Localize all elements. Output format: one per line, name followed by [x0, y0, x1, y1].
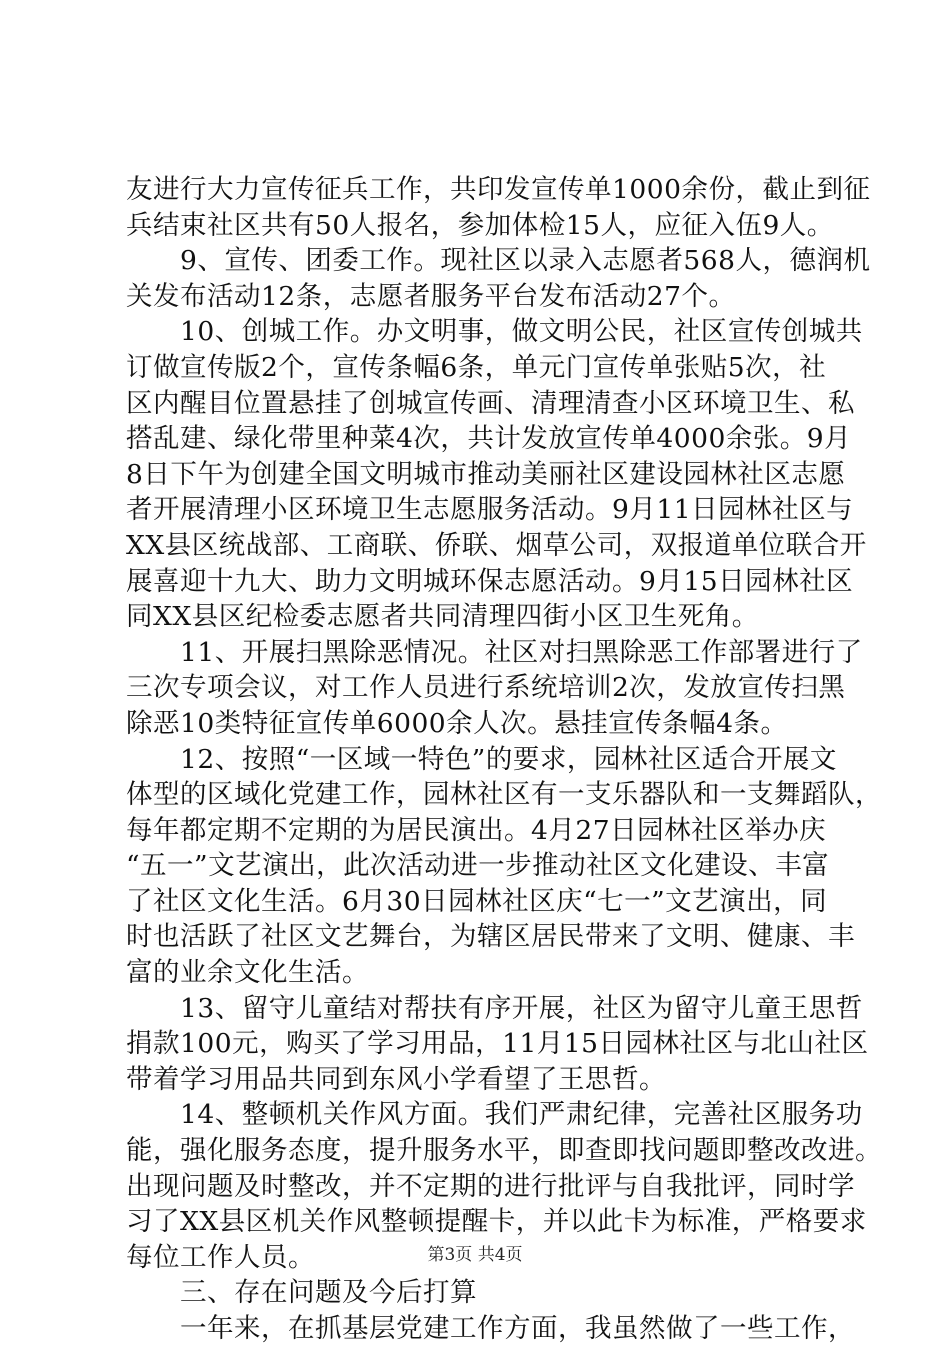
- text-line: 每位工作人员。: [126, 1241, 315, 1273]
- text-line: 者开展清理小区环境卫生志愿服务活动。9月11日园林社区与: [126, 494, 854, 526]
- text-line: 了社区文化生活。6月30日园林社区庆“七一”文艺演出，同: [126, 885, 828, 917]
- text-line: 能，强化服务态度，提升服务水平，即查即找问题即整改改进。: [126, 1135, 882, 1167]
- text-line: 习了XX县区机关作风整顿提醒卡，并以此卡为标准，严格要求: [126, 1206, 867, 1238]
- text-line: 11、开展扫黑除恶情况。社区对扫黑除恶工作部署进行了: [180, 636, 863, 668]
- text-line: 展喜迎十九大、助力文明城环保志愿活动。9月15日园林社区: [126, 565, 854, 597]
- text-line: 友进行大力宣传征兵工作，共印发宣传单1000余份，截止到征: [126, 174, 871, 205]
- text-line: 除恶10类特征宣传单6000余人次。悬挂宣传条幅4条。: [126, 707, 788, 739]
- text-line: 三、存在问题及今后打算: [180, 1277, 477, 1309]
- text-line: 10、创城工作。办文明事，做文明公民，社区宣传创城共: [180, 316, 863, 348]
- text-line: 关发布活动12条，志愿者服务平台发布活动27个。: [126, 280, 736, 312]
- text-line: 体型的区域化党建工作，园林社区有一支乐器队和一支舞蹈队，: [126, 779, 882, 811]
- text-line: 带着学习用品共同到东风小学看望了王思哲。: [126, 1063, 666, 1095]
- text-line: 兵结束社区共有50人报名，参加体检15人，应征入伍9人。: [126, 209, 834, 241]
- text-line: 出现问题及时整改，并不定期的进行批评与自我批评，同时学: [126, 1170, 855, 1202]
- text-line: 富的业余文化生活。: [126, 957, 369, 989]
- text-line: “五一”文艺演出，此次活动进一步推动社区文化建设、丰富: [126, 850, 830, 882]
- text-line: 三次专项会议，对工作人员进行系统培训2次，发放宣传扫黑: [126, 672, 846, 704]
- text-line: 订做宣传版2个，宣传条幅6条，单元门宣传单张贴5次，社: [126, 351, 827, 383]
- text-line: 一年来，在抓基层党建工作方面，我虽然做了一些工作，: [180, 1313, 855, 1344]
- document-body: [126, 172, 882, 1347]
- text-line: 时也活跃了社区文艺舞台，为辖区居民带来了文明、健康、丰: [126, 921, 855, 953]
- text-line: 区内醒目位置悬挂了创城宣传画、清理清查小区环境卫生、私: [126, 387, 855, 419]
- text-line: 8日下午为创建全国文明城市推动美丽社区建设园林社区志愿: [126, 458, 846, 490]
- text-line: 14、整顿机关作风方面。我们严肃纪律，完善社区服务功: [180, 1099, 863, 1131]
- text-line: 13、留守儿童结对帮扶有序开展，社区为留守儿童王思哲: [180, 992, 863, 1024]
- text-line: 搭乱建、绿化带里种菜4次，共计发放宣传单4000余张。9月: [126, 423, 852, 455]
- page-footer: 第3页 共4页: [427, 1245, 523, 1265]
- text-line: 9、宣传、团委工作。现社区以录入志愿者568人，德润机: [180, 245, 871, 277]
- text-line: 捐款100元，购买了学习用品，11月15日园林社区与北山社区: [126, 1028, 869, 1060]
- text-line: XX县区统战部、工商联、侨联、烟草公司，双报道单位联合开: [126, 529, 867, 561]
- text-line: 12、按照“一区域一特色”的要求，园林社区适合开展文: [180, 743, 837, 775]
- text-line: 每年都定期不定期的为居民演出。4月27日园林社区举办庆: [126, 814, 827, 846]
- text-line: 同XX县区纪检委志愿者共同清理四街小区卫生死角。: [126, 601, 759, 633]
